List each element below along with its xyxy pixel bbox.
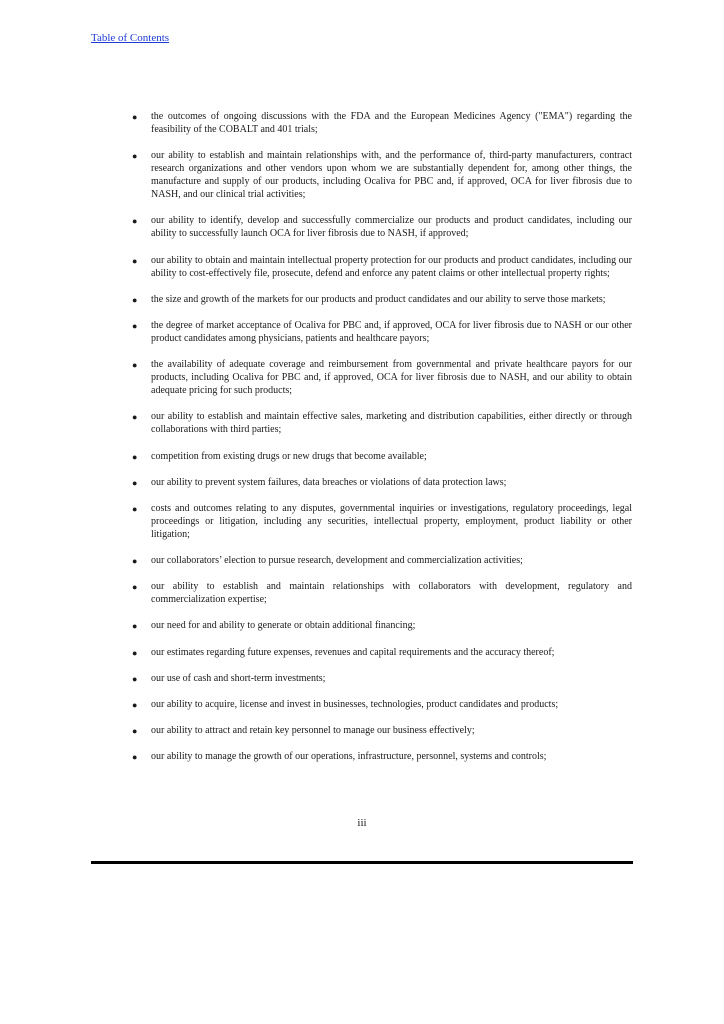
- list-item-text: costs and outcomes relating to any disputes, governmental inquiries or investigations, regulatory proceedings, legal proceedings or litigation, including any securities, intellectual property, employment, product liability or other litigation;: [151, 502, 632, 540]
- forward-looking-statements-list: [91, 110, 632, 777]
- list-item-text: our need for and ability to generate or obtain additional financing;: [151, 620, 416, 632]
- list-item-text: our collaborators’ election to pursue research, development and commercialization activities;: [151, 555, 523, 567]
- list-item-text: our ability to manage the growth of our operations, infrastructure, personnel, systems and controls;: [151, 751, 547, 763]
- bullet-icon: ●: [132, 451, 138, 462]
- bullet-icon: ●: [132, 320, 138, 331]
- bullet-icon: ●: [132, 503, 138, 514]
- bullet-icon: ●: [132, 700, 138, 710]
- list-item: [91, 580, 632, 606]
- list-item-text: the availability of adequate coverage and reimbursement from governmental and private healthcare payors for our products, including Ocaliva for PBC and, if approved, OCA for liver fibrosis due to NASH, and our ability to obtain adequate pricing for such products;: [151, 359, 632, 397]
- list-item: [91, 410, 632, 436]
- bullet-icon: ●: [132, 726, 138, 737]
- list-item: [91, 319, 632, 345]
- bullet-icon: ●: [132, 582, 138, 593]
- list-item: [91, 254, 632, 280]
- list-item: [91, 450, 632, 463]
- bullet-icon: ●: [132, 216, 138, 227]
- list-item: [91, 554, 632, 567]
- footer-divider: [91, 861, 633, 864]
- list-item: [91, 214, 632, 240]
- bullet-icon: ●: [132, 255, 138, 266]
- list-item: [91, 293, 632, 306]
- list-item-text: our ability to establish and maintain relationships with, and the performance of, third-party manufacturers, contract research organizations and other vendors upon whom we are substantially dependent for, among other things, the manufacture and supply of our products, including Ocaliva for PBC and, if approved, OCA for liver fibrosis due to NASH, and our clinical trial activities;: [151, 150, 632, 201]
- list-item-text: our ability to acquire, license and invest in businesses, technologies, product candidates and products;: [151, 699, 559, 710]
- list-item-text: our ability to identify, develop and successfully commercialize our products and product candidates, including our ability to successfully launch OCA for liver fibrosis due to NASH, if approved;: [151, 215, 632, 240]
- list-item-text: the size and growth of the markets for our products and product candidates and our ability to serve those markets;: [151, 293, 606, 305]
- list-item-text: the outcomes of ongoing discussions with the FDA and the European Medicines Agency ("EMA") regarding the feasibility of the COBALT and 401 trials;: [151, 111, 632, 135]
- bullet-icon: ●: [132, 477, 138, 488]
- list-item: [91, 502, 632, 541]
- bullet-icon: ●: [132, 673, 138, 684]
- list-item-text: our use of cash and short-term investments;: [151, 672, 326, 684]
- list-item: [91, 619, 632, 632]
- bullet-icon: ●: [132, 151, 138, 162]
- bullet-icon: ●: [132, 112, 138, 122]
- bullet-icon: ●: [132, 621, 138, 632]
- list-item-text: the degree of market acceptance of Ocaliva for PBC and, if approved, OCA for liver fibrosis due to NASH or our other product candidates among physicians, patients and healthcare payors;: [151, 319, 632, 344]
- bullet-icon: ●: [132, 294, 138, 305]
- table-of-contents-link[interactable]: Table of Contents: [91, 32, 170, 44]
- list-item: [91, 149, 632, 201]
- list-item-text: our ability to establish and maintain relationships with collaborators with development, regulatory and commercialization expertise;: [151, 581, 632, 606]
- bullet-icon: ●: [132, 752, 138, 763]
- list-item: [91, 110, 632, 136]
- list-item-text: our estimates regarding future expenses, revenues and capital requirements and the accuracy thereof;: [151, 646, 555, 658]
- list-item: [91, 698, 632, 711]
- list-item-text: our ability to attract and retain key personnel to manage our business effectively;: [151, 725, 475, 737]
- list-item-text: competition from existing drugs or new drugs that become available;: [151, 450, 427, 462]
- page-number: iii: [357, 817, 367, 829]
- list-item: [91, 750, 632, 763]
- list-item: [91, 672, 632, 685]
- list-item: [91, 476, 632, 489]
- bullet-icon: ●: [132, 556, 138, 567]
- list-item-text: our ability to establish and maintain effective sales, marketing and distribution capabilities, either directly or through collaborations with third parties;: [151, 411, 632, 436]
- bullet-icon: ●: [132, 647, 138, 658]
- list-item: [91, 724, 632, 737]
- list-item: [91, 358, 632, 397]
- list-item: [91, 646, 632, 659]
- list-item-text: our ability to obtain and maintain intellectual property protection for our products and product candidates, including our ability to cost-effectively file, prosecute, defend and enforce any patent claims or other intellectual property rights;: [151, 254, 632, 279]
- bullet-icon: ●: [132, 360, 138, 371]
- bullet-icon: ●: [132, 412, 138, 423]
- list-item-text: our ability to prevent system failures, data breaches or violations of data protection laws;: [151, 476, 507, 488]
